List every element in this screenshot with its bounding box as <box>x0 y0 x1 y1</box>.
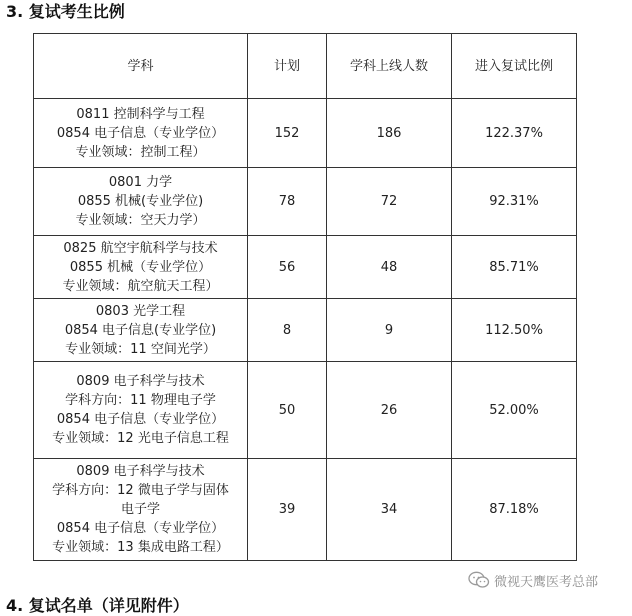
ratio-cell: 122.37% <box>452 99 577 168</box>
subject-line: 0854 电子信息（专业学位） <box>56 412 225 427</box>
ratio-cell: 92.31% <box>452 168 577 236</box>
ratio-cell: 85.71% <box>452 236 577 299</box>
subject-line: 0855 机械（专业学位） <box>69 259 212 275</box>
plan-cell: 50 <box>248 362 327 459</box>
subject-line: 专业领域：13 集成电路工程） <box>52 540 229 555</box>
subject-line: 0854 电子信息（专业学位） <box>56 521 225 536</box>
subject-line: 0825 航空宇航科学与技术 <box>63 240 218 256</box>
subject-line: 0855 机械(专业学位) <box>77 194 204 209</box>
ratio-cell: 112.50% <box>452 299 577 362</box>
subject-line: 0809 电子科学与技术 <box>76 464 205 479</box>
subject-line: 0854 电子信息(专业学位) <box>64 322 217 338</box>
subject-line: 专业领域：航空航天工程） <box>62 278 219 294</box>
header-online-count: 学科上线人数 <box>327 34 452 99</box>
subject-line: 专业领域：12 光电子信息工程 <box>52 431 229 446</box>
table-row <box>34 459 577 561</box>
header-plan: 计划 <box>248 34 327 99</box>
plan-cell: 152 <box>248 99 327 168</box>
table-row <box>34 236 577 299</box>
table-row <box>34 99 577 168</box>
subject-line: 专业领域：控制工程） <box>75 144 206 160</box>
header-subject: 学科 <box>34 34 248 99</box>
online-cell: 26 <box>327 362 452 459</box>
online-cell: 9 <box>327 299 452 362</box>
online-cell: 48 <box>327 236 452 299</box>
subject-line: 0801 力学 <box>108 175 173 190</box>
table-row <box>34 362 577 459</box>
subject-cell <box>34 362 248 459</box>
subject-line: 0854 电子信息（专业学位） <box>56 125 225 141</box>
online-cell: 72 <box>327 168 452 236</box>
subject-line: 电子学 <box>120 502 160 517</box>
section-4-heading: 4. 复试名单（详见附件） <box>6 596 189 615</box>
subject-cell <box>34 99 248 168</box>
ratio-cell: 52.00% <box>452 362 577 459</box>
subject-cell <box>34 168 248 236</box>
subject-cell <box>34 459 248 561</box>
section-3-heading: 3. 复试考生比例 <box>6 2 125 21</box>
ratio-table <box>33 33 577 561</box>
ratio-cell: 87.18% <box>452 459 577 561</box>
watermark-text: 微视天鹰医考总部 <box>494 574 599 590</box>
table-row <box>34 168 577 236</box>
subject-line: 专业领域：空天力学） <box>75 213 206 228</box>
table-row <box>34 299 577 362</box>
subject-line: 专业领域：11 空间光学） <box>65 341 216 357</box>
plan-cell: 8 <box>248 299 327 362</box>
table-header-row <box>34 34 577 99</box>
subject-line: 0803 光学工程 <box>95 303 186 319</box>
subject-line: 学科方向：12 微电子学与固体 <box>52 483 229 498</box>
subject-line: 学科方向：11 物理电子学 <box>65 393 216 408</box>
subject-line: 0811 控制科学与工程 <box>76 106 205 122</box>
plan-cell: 56 <box>248 236 327 299</box>
plan-cell: 78 <box>248 168 327 236</box>
subject-cell <box>34 299 248 362</box>
watermark <box>468 570 598 590</box>
online-cell: 186 <box>327 99 452 168</box>
subject-line: 0809 电子科学与技术 <box>76 374 205 389</box>
subject-cell <box>34 236 248 299</box>
wechat-icon <box>468 571 490 589</box>
plan-cell: 39 <box>248 459 327 561</box>
header-retest-ratio: 进入复试比例 <box>452 34 577 99</box>
online-cell: 34 <box>327 459 452 561</box>
